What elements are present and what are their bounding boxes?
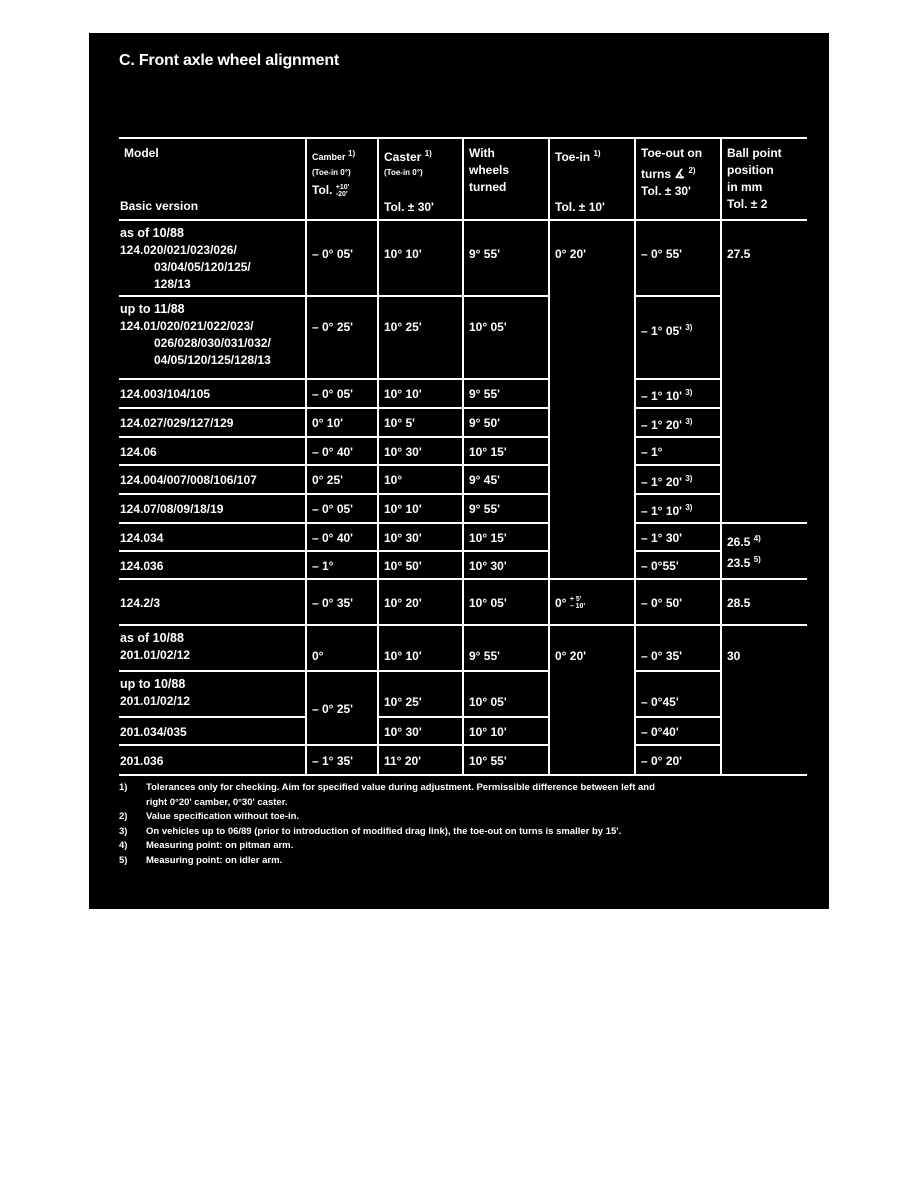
caster-cell: 10° 10'	[378, 494, 463, 523]
toe-out-cell: – 0°45'	[635, 671, 721, 717]
turned-cell: 10° 05'	[463, 579, 549, 625]
model-cell: 124.036	[119, 551, 306, 579]
camber-cell: – 1° 35'	[306, 745, 378, 775]
toe-out-cell: – 1° 10' $^{3)}$	[635, 379, 721, 408]
turned-cell: 9° 45'	[463, 465, 549, 494]
caster-cell: 11° 20'	[378, 745, 463, 775]
toe-in-cell: 0° + 5' – 10'	[549, 579, 635, 625]
caster-cell: 10° 20'	[378, 579, 463, 625]
turned-cell: 10° 05'	[463, 671, 549, 717]
caster-cell: 10° 10'	[378, 625, 463, 671]
footnote-2: 2) Value specification without toe-in.	[119, 811, 300, 822]
turned-cell: 10° 10'	[463, 717, 549, 745]
caster-cell: 10° 50'	[378, 551, 463, 579]
toe-out-cell: – 0°40'	[635, 717, 721, 745]
header-model: Model Basic version	[119, 138, 306, 220]
turned-cell: 10° 05'	[463, 296, 549, 379]
toe-out-cell: – 1° 20' $^{3)}$	[635, 465, 721, 494]
turned-cell: 10° 30'	[463, 551, 549, 579]
turned-cell: 9° 50'	[463, 408, 549, 437]
caster-cell: 10°	[378, 465, 463, 494]
caster-cell: 10° 10'	[378, 220, 463, 296]
footnote-5: 5) Measuring point: on idler arm.	[119, 854, 283, 866]
caster-cell: 10° 5'	[378, 408, 463, 437]
camber-cell: – 0° 40'	[306, 437, 378, 465]
table-row	[119, 551, 807, 579]
model-cell: up to 11/88 124.01/020/021/022/023/ 026/028/030/031/032/ 04/05/120/125/128/13	[119, 296, 306, 379]
caster-cell: 10° 30'	[378, 717, 463, 745]
table-row	[119, 437, 807, 465]
camber-cell: 0° 25'	[306, 465, 378, 494]
ball-point-cell: 30	[721, 625, 807, 775]
toe-out-cell: – 1° 20' $^{3)}$	[635, 408, 721, 437]
toe-out-cell: – 1° 30'	[635, 523, 721, 551]
camber-cell: – 0° 25'	[306, 671, 378, 745]
caster-cell: 10° 10'	[378, 379, 463, 408]
model-cell: up to 10/88 201.01/02/12	[119, 671, 306, 717]
model-cell: as of 10/88 201.01/02/12	[119, 625, 306, 671]
model-cell: 201.036	[119, 745, 306, 775]
table-row	[119, 523, 807, 551]
toe-out-cell: – 0°55'	[635, 551, 721, 579]
model-cell: as of 10/88 124.020/021/023/026/ 03/04/05/120/125/ 128/13	[119, 220, 306, 296]
caster-cell: 10° 25'	[378, 671, 463, 717]
ball-point-cell: 26.5 $^{4)}$ 23.5 $^{5)}$	[721, 523, 807, 579]
table-row	[119, 671, 807, 717]
document-page	[89, 33, 829, 909]
turned-cell: 9° 55'	[463, 494, 549, 523]
toe-out-cell: – 1°	[635, 437, 721, 465]
footnote-4: 4) Measuring point: on pitman arm.	[119, 840, 294, 851]
footnote-1: 1) Tolerances only for checking. Aim for specified value during adjustment. Permissible difference between left and	[119, 782, 655, 793]
table-row	[119, 717, 807, 745]
table-row	[119, 494, 807, 523]
turned-cell: 9° 55'	[463, 220, 549, 296]
caster-cell: 10° 25'	[378, 296, 463, 379]
toe-out-cell: – 1° 10' $^{3)}$	[635, 494, 721, 523]
header-toe-out: Toe-out on turns ∡ $^{2)}$ Tol. ± 30'	[635, 138, 721, 220]
toe-in-cell: 0° 20'	[549, 220, 635, 579]
table-row	[119, 745, 807, 775]
turned-cell: 10° 15'	[463, 523, 549, 551]
header-caster: Caster $^{1)}$ (Toe-in 0°) Tol. ± 30'	[378, 138, 463, 220]
header-wheels-turned: With wheels turned	[463, 138, 549, 220]
model-cell: 124.06	[119, 437, 306, 465]
turned-cell: 10° 55'	[463, 745, 549, 775]
footnotes	[119, 781, 809, 868]
toe-out-cell: – 0° 20'	[635, 745, 721, 775]
toe-out-cell: – 1° 05' $^{3)}$	[635, 296, 721, 379]
camber-cell: 0° 10'	[306, 408, 378, 437]
ball-point-cell: 28.5	[721, 579, 807, 625]
toe-in-cell: 0° 20'	[549, 625, 635, 775]
table-row	[119, 579, 807, 625]
table-row	[119, 220, 807, 296]
camber-cell: – 0° 25'	[306, 296, 378, 379]
footnote-3: 3) On vehicles up to 06/89 (prior to introduction of modified drag link), the toe-out on turns is smaller by 15'.	[119, 825, 622, 837]
model-cell: 124.003/104/105	[119, 379, 306, 408]
turned-cell: 9° 55'	[463, 379, 549, 408]
header-toe-in: Toe-in $^{1)}$ Tol. ± 10'	[549, 138, 635, 220]
header-camber: Camber $^{1)}$ (Toe-in 0°) Tol. +10' -20'	[306, 138, 378, 220]
model-cell: 124.2/3	[119, 579, 306, 625]
table-row	[119, 296, 807, 379]
toe-out-cell: – 0° 35'	[635, 625, 721, 671]
page-title: C. Front axle wheel alignment	[119, 52, 340, 69]
model-cell: 124.027/029/127/129	[119, 408, 306, 437]
camber-cell: – 0° 40'	[306, 523, 378, 551]
turned-cell: 10° 15'	[463, 437, 549, 465]
model-cell: 124.034	[119, 523, 306, 551]
toe-out-cell: – 0° 55'	[635, 220, 721, 296]
table-row	[119, 408, 807, 437]
alignment-table	[119, 137, 807, 776]
caster-cell: 10° 30'	[378, 437, 463, 465]
ball-point-cell: 27.5	[721, 220, 807, 523]
turned-cell: 9° 55'	[463, 625, 549, 671]
camber-cell: – 0° 35'	[306, 579, 378, 625]
table-header-row	[119, 138, 807, 220]
camber-cell: – 0° 05'	[306, 379, 378, 408]
model-cell: 201.034/035	[119, 717, 306, 745]
header-ball-point: Ball point position in mm Tol. ± 2	[721, 138, 807, 220]
model-cell: 124.07/08/09/18/19	[119, 494, 306, 523]
camber-cell: – 1°	[306, 551, 378, 579]
toe-out-cell: – 0° 50'	[635, 579, 721, 625]
camber-cell: 0°	[306, 625, 378, 671]
model-cell: 124.004/007/008/106/107	[119, 465, 306, 494]
camber-cell: – 0° 05'	[306, 494, 378, 523]
caster-cell: 10° 30'	[378, 523, 463, 551]
table-row	[119, 625, 807, 671]
table-row	[119, 379, 807, 408]
camber-cell: – 0° 05'	[306, 220, 378, 296]
footnote-1-continued: right 0°20' camber, 0°30' caster.	[146, 796, 288, 808]
table-row	[119, 465, 807, 494]
